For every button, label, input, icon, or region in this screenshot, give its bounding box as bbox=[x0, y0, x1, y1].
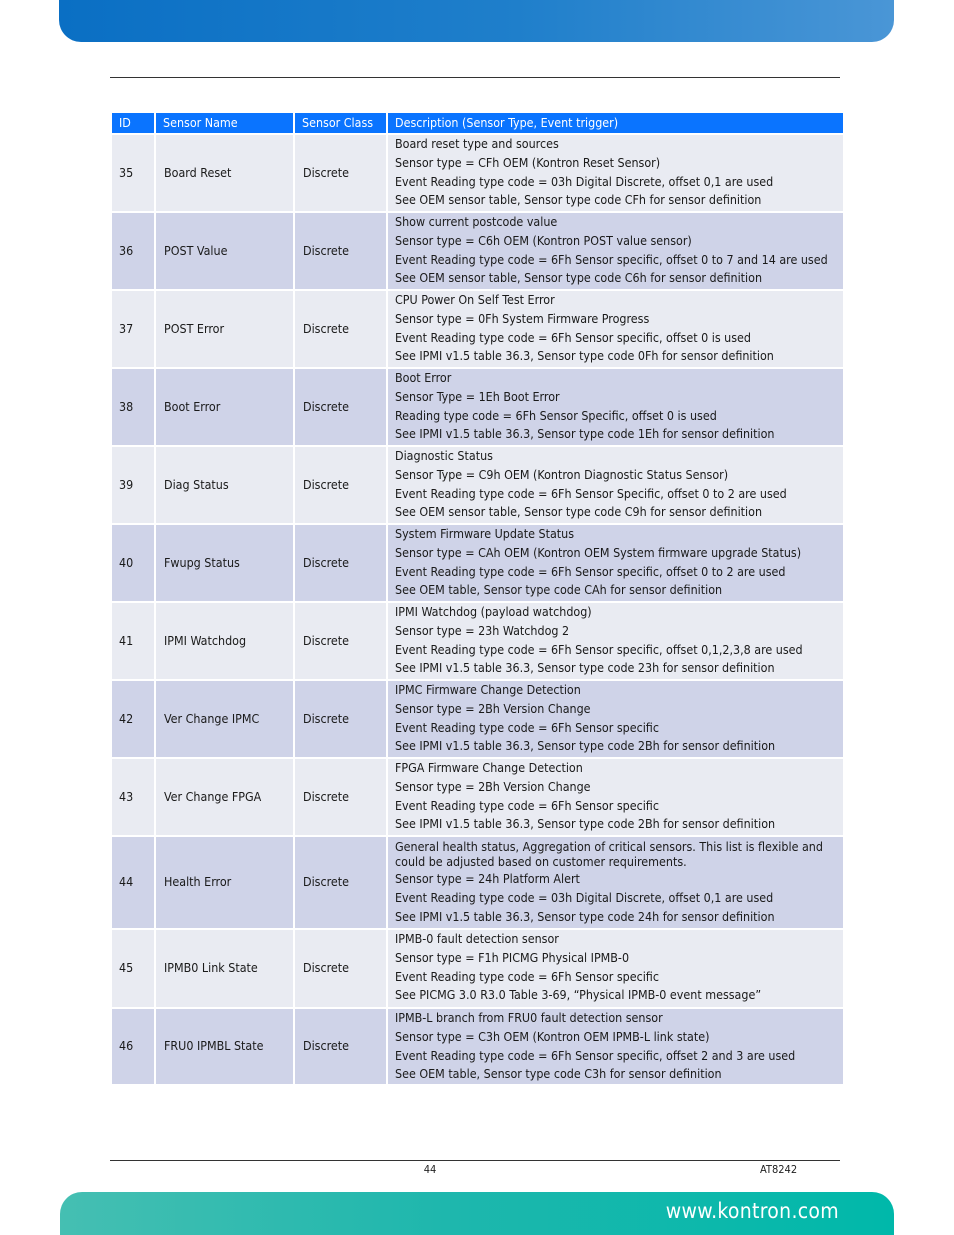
description-line: Sensor type = CFh OEM (Kontron Reset Sensor) bbox=[395, 154, 661, 170]
description-line: Event Reading type code = 6Fh Sensor Specific, offset 0 to 2 are used bbox=[395, 485, 787, 501]
description-line: Boot Error bbox=[395, 370, 452, 385]
description-line: IPMB-0 fault detection sensor bbox=[395, 931, 559, 946]
header-sensor-class: Sensor Class bbox=[293, 113, 386, 135]
description-line: See OEM sensor table, Sensor type code C6h for sensor definition bbox=[395, 270, 763, 286]
bottom-banner bbox=[60, 1192, 894, 1235]
description-line: See OEM table, Sensor type code C3h for sensor definition bbox=[395, 1066, 722, 1082]
description-line: Reading type code = 6Fh Sensor Specific, offset 0 is used bbox=[395, 407, 717, 423]
cell-sensor-class: Discrete bbox=[293, 213, 386, 291]
description-line: See IPMI v1.5 table 36.3, Sensor type code 23h for sensor definition bbox=[395, 660, 775, 676]
cell-sensor-class: Discrete bbox=[293, 1009, 386, 1086]
cell-sensor-class: Discrete bbox=[293, 369, 386, 447]
description-line: Event Reading type code = 6Fh Sensor specific, offset 2 and 3 are used bbox=[395, 1047, 796, 1063]
description-line: CPU Power On Self Test Error bbox=[395, 292, 555, 307]
header-id: ID bbox=[112, 113, 154, 135]
table-row bbox=[112, 525, 843, 603]
description-line: Event Reading type code = 6Fh Sensor specific, offset 0 is used bbox=[395, 329, 751, 345]
cell-sensor-class: Discrete bbox=[293, 603, 386, 681]
header-sensor-name: Sensor Name bbox=[154, 113, 293, 135]
description-line: See IPMI v1.5 table 36.3, Sensor type code 2Bh for sensor definition bbox=[395, 816, 776, 832]
description-line: Event Reading type code = 03h Digital Discrete, offset 0,1 are used bbox=[395, 889, 774, 905]
description-line: Sensor type = C6h OEM (Kontron POST value sensor) bbox=[395, 232, 692, 248]
table-row bbox=[112, 447, 843, 525]
cell-sensor-class: Discrete bbox=[293, 525, 386, 603]
page-number: 44 bbox=[423, 1163, 437, 1176]
cell-description bbox=[386, 837, 843, 930]
cell-description bbox=[386, 291, 843, 369]
table-row bbox=[112, 369, 843, 447]
description-line: See OEM table, Sensor type code CAh for sensor definition bbox=[395, 582, 723, 598]
description-line: Sensor type = 24h Platform Alert bbox=[395, 871, 580, 886]
description-line: Sensor Type = 1Eh Boot Error bbox=[395, 388, 560, 404]
description-line: Show current postcode value bbox=[395, 214, 558, 229]
description-line: Event Reading type code = 6Fh Sensor specific, offset 0 to 2 are used bbox=[395, 563, 786, 579]
footer-url[interactable]: www.kontron.com bbox=[665, 1199, 839, 1223]
cell-sensor-class: Discrete bbox=[293, 291, 386, 369]
description-line: See OEM sensor table, Sensor type code C9h for sensor definition bbox=[395, 504, 763, 520]
description-line: Sensor Type = C9h OEM (Kontron Diagnostic Status Sensor) bbox=[395, 466, 729, 482]
cell-id: 35 bbox=[112, 135, 154, 213]
description-line: Event Reading type code = 6Fh Sensor specific bbox=[395, 719, 659, 735]
cell-sensor-name: Fwupg Status bbox=[154, 525, 293, 603]
header-rule bbox=[110, 77, 840, 78]
cell-description bbox=[386, 369, 843, 447]
cell-sensor-class: Discrete bbox=[293, 135, 386, 213]
cell-sensor-name: Ver Change IPMC bbox=[154, 681, 293, 759]
table-row bbox=[112, 681, 843, 759]
description-line: See IPMI v1.5 table 36.3, Sensor type code 0Fh for sensor definition bbox=[395, 348, 774, 364]
cell-sensor-name: Diag Status bbox=[154, 447, 293, 525]
description-line: IPMI Watchdog (payload watchdog) bbox=[395, 604, 592, 619]
cell-description bbox=[386, 681, 843, 759]
cell-id: 37 bbox=[112, 291, 154, 369]
cell-id: 46 bbox=[112, 1009, 154, 1086]
cell-description bbox=[386, 213, 843, 291]
cell-id: 43 bbox=[112, 759, 154, 837]
cell-id: 45 bbox=[112, 930, 154, 1009]
cell-sensor-name: Boot Error bbox=[154, 369, 293, 447]
cell-id: 38 bbox=[112, 369, 154, 447]
cell-description bbox=[386, 759, 843, 837]
table-row bbox=[112, 837, 843, 930]
description-line: See PICMG 3.0 R3.0 Table 3-69, “Physical IPMB-0 event message” bbox=[395, 987, 762, 1003]
sensor-table bbox=[112, 113, 843, 1086]
cell-description bbox=[386, 447, 843, 525]
cell-description bbox=[386, 930, 843, 1009]
table-header-row bbox=[112, 113, 843, 135]
description-line: IPMB-L branch from FRU0 fault detection sensor bbox=[395, 1010, 663, 1025]
cell-id: 42 bbox=[112, 681, 154, 759]
table-row bbox=[112, 930, 843, 1009]
description-line: See IPMI v1.5 table 36.3, Sensor type code 24h for sensor definition bbox=[395, 908, 775, 924]
cell-sensor-name: POST Value bbox=[154, 213, 293, 291]
description-line: Event Reading type code = 6Fh Sensor specific, offset 0 to 7 and 14 are used bbox=[395, 251, 828, 267]
description-line: FPGA Firmware Change Detection bbox=[395, 760, 583, 775]
document-id: AT8242 bbox=[760, 1163, 798, 1176]
cell-description bbox=[386, 135, 843, 213]
table-row bbox=[112, 135, 843, 213]
cell-sensor-class: Discrete bbox=[293, 930, 386, 1009]
description-line: Event Reading type code = 03h Digital Discrete, offset 0,1 are used bbox=[395, 173, 774, 189]
description-line: General health status, Aggregation of critical sensors. This list is flexible and could be adjusted based on customer requirements. bbox=[395, 839, 823, 869]
cell-sensor-name: IPMI Watchdog bbox=[154, 603, 293, 681]
description-line: Board reset type and sources bbox=[395, 136, 559, 151]
cell-sensor-class: Discrete bbox=[293, 759, 386, 837]
cell-sensor-name: IPMB0 Link State bbox=[154, 930, 293, 1009]
description-line: See IPMI v1.5 table 36.3, Sensor type code 2Bh for sensor definition bbox=[395, 738, 776, 754]
table-row bbox=[112, 759, 843, 837]
cell-sensor-name: FRU0 IPMBL State bbox=[154, 1009, 293, 1086]
description-line: Diagnostic Status bbox=[395, 448, 493, 463]
description-line: See IPMI v1.5 table 36.3, Sensor type code 1Eh for sensor definition bbox=[395, 426, 775, 442]
cell-sensor-name: Ver Change FPGA bbox=[154, 759, 293, 837]
cell-description bbox=[386, 603, 843, 681]
footer-rule bbox=[110, 1160, 840, 1161]
cell-sensor-name: POST Error bbox=[154, 291, 293, 369]
table-row bbox=[112, 213, 843, 291]
cell-description bbox=[386, 1009, 843, 1086]
description-line: Event Reading type code = 6Fh Sensor specific bbox=[395, 968, 659, 984]
description-line: IPMC Firmware Change Detection bbox=[395, 682, 581, 697]
cell-description bbox=[386, 525, 843, 603]
table-row bbox=[112, 603, 843, 681]
cell-id: 40 bbox=[112, 525, 154, 603]
description-line: Sensor type = F1h PICMG Physical IPMB-0 bbox=[395, 949, 630, 965]
description-line: See OEM sensor table, Sensor type code CFh for sensor definition bbox=[395, 192, 762, 208]
table-row bbox=[112, 1009, 843, 1086]
table-row bbox=[112, 291, 843, 369]
cell-sensor-class: Discrete bbox=[293, 837, 386, 930]
description-line: Sensor type = 23h Watchdog 2 bbox=[395, 622, 570, 638]
cell-sensor-class: Discrete bbox=[293, 447, 386, 525]
header-description: Description (Sensor Type, Event trigger) bbox=[386, 113, 843, 135]
description-line: Sensor type = CAh OEM (Kontron OEM System firmware upgrade Status) bbox=[395, 544, 802, 560]
cell-id: 36 bbox=[112, 213, 154, 291]
description-line: Sensor type = 0Fh System Firmware Progress bbox=[395, 310, 650, 326]
top-banner bbox=[59, 0, 894, 42]
description-line: Sensor type = C3h OEM (Kontron OEM IPMB-L link state) bbox=[395, 1028, 710, 1044]
cell-sensor-name: Board Reset bbox=[154, 135, 293, 213]
description-line: Event Reading type code = 6Fh Sensor specific bbox=[395, 797, 659, 813]
cell-id: 41 bbox=[112, 603, 154, 681]
cell-sensor-class: Discrete bbox=[293, 681, 386, 759]
cell-id: 44 bbox=[112, 837, 154, 930]
cell-id: 39 bbox=[112, 447, 154, 525]
description-line: Event Reading type code = 6Fh Sensor specific, offset 0,1,2,3,8 are used bbox=[395, 641, 803, 657]
description-line: System Firmware Update Status bbox=[395, 526, 575, 541]
cell-sensor-name: Health Error bbox=[154, 837, 293, 930]
description-line: Sensor type = 2Bh Version Change bbox=[395, 700, 591, 716]
description-line: Sensor type = 2Bh Version Change bbox=[395, 778, 591, 794]
